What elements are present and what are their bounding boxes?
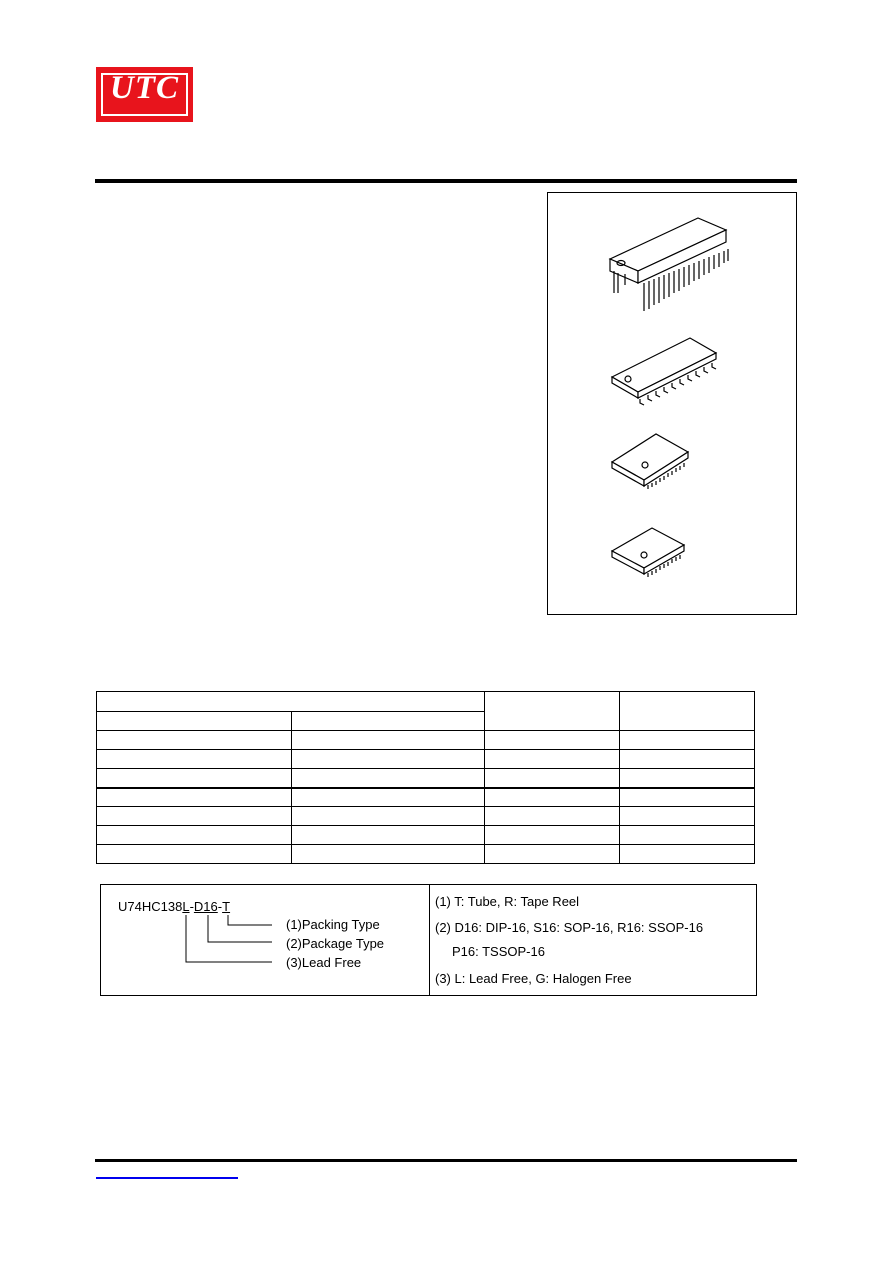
subheader-cell-lead-free — [97, 712, 292, 731]
ordering-information-table — [96, 691, 755, 864]
part-code-package: D16 — [193, 899, 218, 914]
header-cell-ordering-number — [97, 692, 485, 712]
label-lead-free: (3)Lead Free — [286, 955, 362, 970]
label-packing-type: (1)Packing Type — [286, 917, 380, 932]
logo-text: UTC — [110, 70, 179, 106]
header-cell-packing — [620, 692, 755, 731]
table-row — [97, 845, 755, 864]
part-prefix: U74HC138 — [118, 899, 183, 914]
table-row — [97, 750, 755, 769]
dip-16-package-icon — [610, 218, 728, 311]
table-row — [97, 807, 755, 826]
header-rule — [95, 179, 797, 183]
footer-rule — [95, 1159, 797, 1162]
header-cell-package — [485, 692, 620, 731]
part-code-lead: L — [182, 899, 190, 914]
decode-notes — [430, 885, 756, 995]
package-illustration-box — [547, 192, 797, 615]
table-row — [97, 731, 755, 750]
table-header-row — [97, 692, 755, 712]
part-code-packing: T — [222, 899, 231, 914]
ssop-16-package-icon — [612, 434, 688, 489]
table-row — [97, 769, 755, 788]
note-packing: (1) T: Tube, R: Tape Reel — [435, 894, 580, 909]
footer-link[interactable] — [96, 1177, 238, 1179]
label-package-type: (2)Package Type — [286, 936, 385, 951]
note-lead: (3) L: Lead Free, G: Halogen Free — [435, 971, 632, 986]
tssop-16-package-icon — [612, 528, 684, 577]
subheader-cell-halogen-free — [292, 712, 485, 731]
table-row — [97, 826, 755, 845]
note-package-cont: P16: TSSOP-16 — [452, 944, 545, 959]
note-package: (2) D16: DIP-16, S16: SOP-16, R16: SSOP-16 — [435, 920, 704, 935]
table-row — [97, 788, 755, 807]
sop-16-package-icon — [612, 338, 716, 405]
part-number-decode-box — [100, 884, 757, 996]
part-number: U74HC138L-D16-T — [118, 899, 231, 914]
utc-logo — [96, 67, 193, 122]
